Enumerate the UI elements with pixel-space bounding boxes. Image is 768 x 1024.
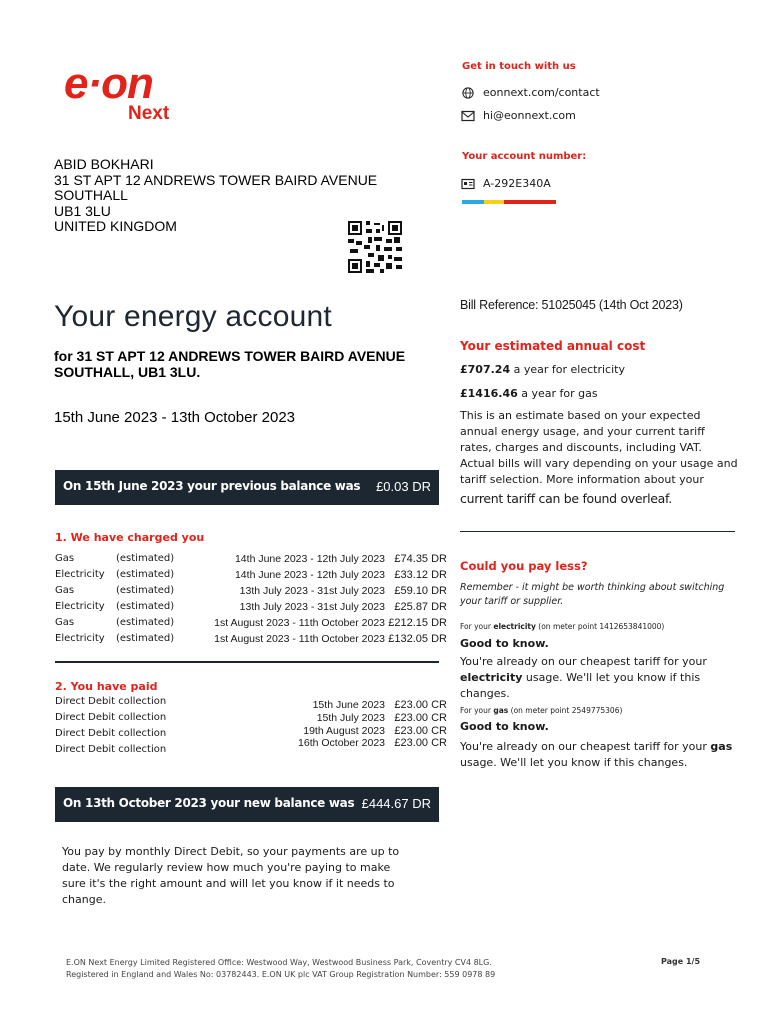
mail-icon bbox=[461, 110, 475, 122]
table-row bbox=[55, 725, 447, 744]
method-cell: Direct Debit collection bbox=[55, 728, 167, 739]
amount-cell: £23.00 CR bbox=[394, 725, 447, 737]
previous-balance-bar bbox=[55, 470, 439, 505]
eon-logo: e·on bbox=[64, 59, 153, 108]
footer-line: E.ON Next Energy Limited Registered Office: Westwood Way, Westwood Business Park, Coventry CV4 8LG. bbox=[66, 958, 492, 967]
electricity-amount: £707.24 bbox=[460, 363, 511, 376]
previous-balance-value: £0.03 DR bbox=[376, 479, 431, 494]
amount-cell: £33.12 DR bbox=[394, 569, 447, 581]
right-divider bbox=[460, 531, 735, 532]
table-row bbox=[55, 712, 447, 728]
table-row bbox=[55, 737, 447, 760]
brand-stripe-red bbox=[504, 200, 556, 204]
account-number-row bbox=[461, 177, 551, 190]
footer bbox=[66, 957, 495, 981]
page-title: Your energy account bbox=[54, 300, 332, 333]
gas-text: a year for gas bbox=[517, 387, 598, 400]
page-number: Page 1/5 bbox=[661, 957, 701, 966]
table-row bbox=[55, 617, 447, 633]
type-cell: (estimated) bbox=[116, 617, 175, 628]
method-cell: Direct Debit collection bbox=[55, 696, 167, 707]
msg-post: usage. We'll let you know if this changes. bbox=[460, 671, 701, 700]
gas-amount: £1416.46 bbox=[460, 387, 518, 400]
annual-cost-body: This is an estimate based on your expected annual energy usage, and your current tariff rates, charges and discounts, including VAT. Actual bills will vary depending on your usage and tariff selection. More information about your bbox=[460, 409, 738, 486]
table-row bbox=[55, 585, 447, 601]
electricity-meter-point bbox=[460, 622, 664, 631]
electricity-text: a year for electricity bbox=[510, 363, 625, 376]
annual-cost-electricity bbox=[460, 362, 740, 378]
address-line: UB1 3LU bbox=[54, 202, 111, 219]
method-cell: Direct Debit collection bbox=[55, 712, 167, 723]
table-row bbox=[55, 633, 447, 649]
paid-heading: 2. You have paid bbox=[55, 680, 158, 693]
period-cell: 13th July 2023 - 31st July 2023 bbox=[239, 585, 385, 597]
amount-cell: £132.05 DR bbox=[388, 633, 447, 645]
msg-pre: You're already on our cheapest tariff for your bbox=[460, 740, 711, 753]
charged-heading: 1. We have charged you bbox=[55, 531, 205, 544]
address-line: SOUTHALL bbox=[54, 187, 128, 203]
meter-pre: For your bbox=[460, 706, 494, 715]
qr-code-icon bbox=[348, 221, 402, 273]
new-balance-label: On 13th October 2023 your new balance was bbox=[63, 796, 355, 810]
date-cell: 19th August 2023 bbox=[303, 725, 385, 737]
method-cell: Direct Debit collection bbox=[55, 744, 167, 755]
msg-post: usage. We'll let you know if this changes. bbox=[460, 756, 688, 769]
previous-balance-label: On 15th June 2023 your previous balance was bbox=[63, 479, 361, 493]
contact-web[interactable] bbox=[461, 86, 600, 99]
type-cell: (estimated) bbox=[116, 585, 175, 596]
amount-cell: £59.10 DR bbox=[394, 585, 447, 597]
contact-email[interactable] bbox=[461, 109, 576, 122]
footer-line: Registered in England and Wales No: 03782443. E.ON UK plc VAT Group Registration Number: 559 0978 89 bbox=[66, 970, 496, 979]
globe-icon bbox=[461, 87, 475, 99]
amount-cell: £212.15 DR bbox=[388, 617, 447, 629]
contact-heading: Get in touch with us bbox=[462, 61, 576, 72]
date-cell: 15th July 2023 bbox=[316, 712, 385, 724]
address-line: ABID BOKHARI bbox=[54, 156, 154, 172]
meter-post: (on meter point 2549775306) bbox=[508, 706, 623, 715]
good-to-know: Good to know. bbox=[460, 637, 549, 650]
account-number: A-292E340A bbox=[483, 177, 551, 190]
period-cell: 14th June 2023 - 12th July 2023 bbox=[234, 569, 385, 581]
fuel-cell: Gas bbox=[55, 553, 75, 564]
table-row bbox=[55, 569, 447, 585]
fuel-cell: Gas bbox=[55, 585, 75, 596]
annual-cost-gas bbox=[460, 386, 740, 402]
annual-cost-body-end: current tariff can be found overleaf. bbox=[460, 491, 672, 506]
meter-fuel: gas bbox=[493, 706, 509, 715]
date-cell: 15th June 2023 bbox=[312, 699, 385, 711]
gas-tariff-msg bbox=[460, 739, 745, 771]
pay-less-remember: Remember - it might be worth thinking about switching your tariff or supplier. bbox=[460, 582, 725, 607]
type-cell: (estimated) bbox=[116, 633, 175, 644]
brand-stripe-yellow bbox=[484, 200, 504, 204]
type-cell: (estimated) bbox=[116, 569, 175, 580]
contact-web-link[interactable]: eonnext.com/contact bbox=[483, 86, 600, 99]
id-card-icon bbox=[461, 178, 475, 190]
type-cell: (estimated) bbox=[116, 553, 175, 564]
section-divider bbox=[55, 661, 439, 663]
billing-period: 15th June 2023 - 13th October 2023 bbox=[54, 409, 296, 426]
amount-cell: £25.87 DR bbox=[394, 601, 447, 613]
fuel-cell: Electricity bbox=[55, 633, 105, 644]
bill-reference: Bill Reference: 51025045 (14th Oct 2023) bbox=[460, 298, 683, 312]
next-logo-text: Next bbox=[128, 103, 170, 124]
address-line: UNITED KINGDOM bbox=[54, 218, 177, 234]
fuel-cell: Electricity bbox=[55, 569, 105, 580]
address-line: 31 ST APT 12 ANDREWS TOWER BAIRD AVENUE bbox=[54, 171, 378, 188]
pay-less-heading: Could you pay less? bbox=[460, 559, 588, 573]
meter-fuel: electricity bbox=[493, 622, 536, 631]
period-cell: 1st August 2023 - 11th October 2023 bbox=[214, 633, 385, 645]
table-row bbox=[55, 696, 447, 712]
fuel-cell: Gas bbox=[55, 617, 75, 628]
amount-cell: £23.00 CR bbox=[394, 737, 447, 749]
meter-post: (on meter point 1412653841000) bbox=[535, 622, 665, 631]
account-heading: Your account number: bbox=[462, 151, 587, 162]
fuel-cell: Electricity bbox=[55, 601, 105, 612]
amount-cell: £23.00 CR bbox=[394, 712, 447, 724]
brand-stripe-blue bbox=[462, 200, 484, 204]
msg-fuel: gas bbox=[710, 740, 733, 753]
period-cell: 1st August 2023 - 11th October 2023 bbox=[214, 617, 385, 629]
new-balance-bar bbox=[55, 787, 439, 822]
supply-address: for 31 ST APT 12 ANDREWS TOWER BAIRD AVENUE SOUTHALL, UB1 3LU. bbox=[54, 348, 406, 380]
customer-address bbox=[54, 157, 377, 235]
msg-fuel: electricity bbox=[460, 671, 523, 684]
date-cell: 16th October 2023 bbox=[298, 737, 385, 749]
table-row bbox=[55, 553, 447, 569]
meter-pre: For your bbox=[460, 622, 494, 631]
table-row bbox=[55, 601, 447, 617]
direct-debit-note: You pay by monthly Direct Debit, so your payments are up to date. We regularly review how much you're paying to make sure it's the right amount and will let you know if it needs to change. bbox=[62, 845, 400, 906]
msg-pre: You're already on our cheapest tariff for your bbox=[460, 655, 707, 668]
amount-cell: £74.35 DR bbox=[394, 553, 447, 565]
amount-cell: £23.00 CR bbox=[394, 699, 447, 711]
good-to-know: Good to know. bbox=[460, 720, 549, 733]
electricity-tariff-msg bbox=[460, 654, 722, 702]
period-cell: 13th July 2023 - 31st July 2023 bbox=[239, 601, 385, 613]
period-cell: 14th June 2023 - 12th July 2023 bbox=[234, 553, 385, 565]
gas-meter-point bbox=[460, 706, 622, 715]
annual-cost-heading: Your estimated annual cost bbox=[460, 339, 646, 353]
type-cell: (estimated) bbox=[116, 601, 175, 612]
contact-email-link[interactable]: hi@eonnext.com bbox=[483, 109, 576, 122]
new-balance-value: £444.67 DR bbox=[361, 796, 431, 811]
